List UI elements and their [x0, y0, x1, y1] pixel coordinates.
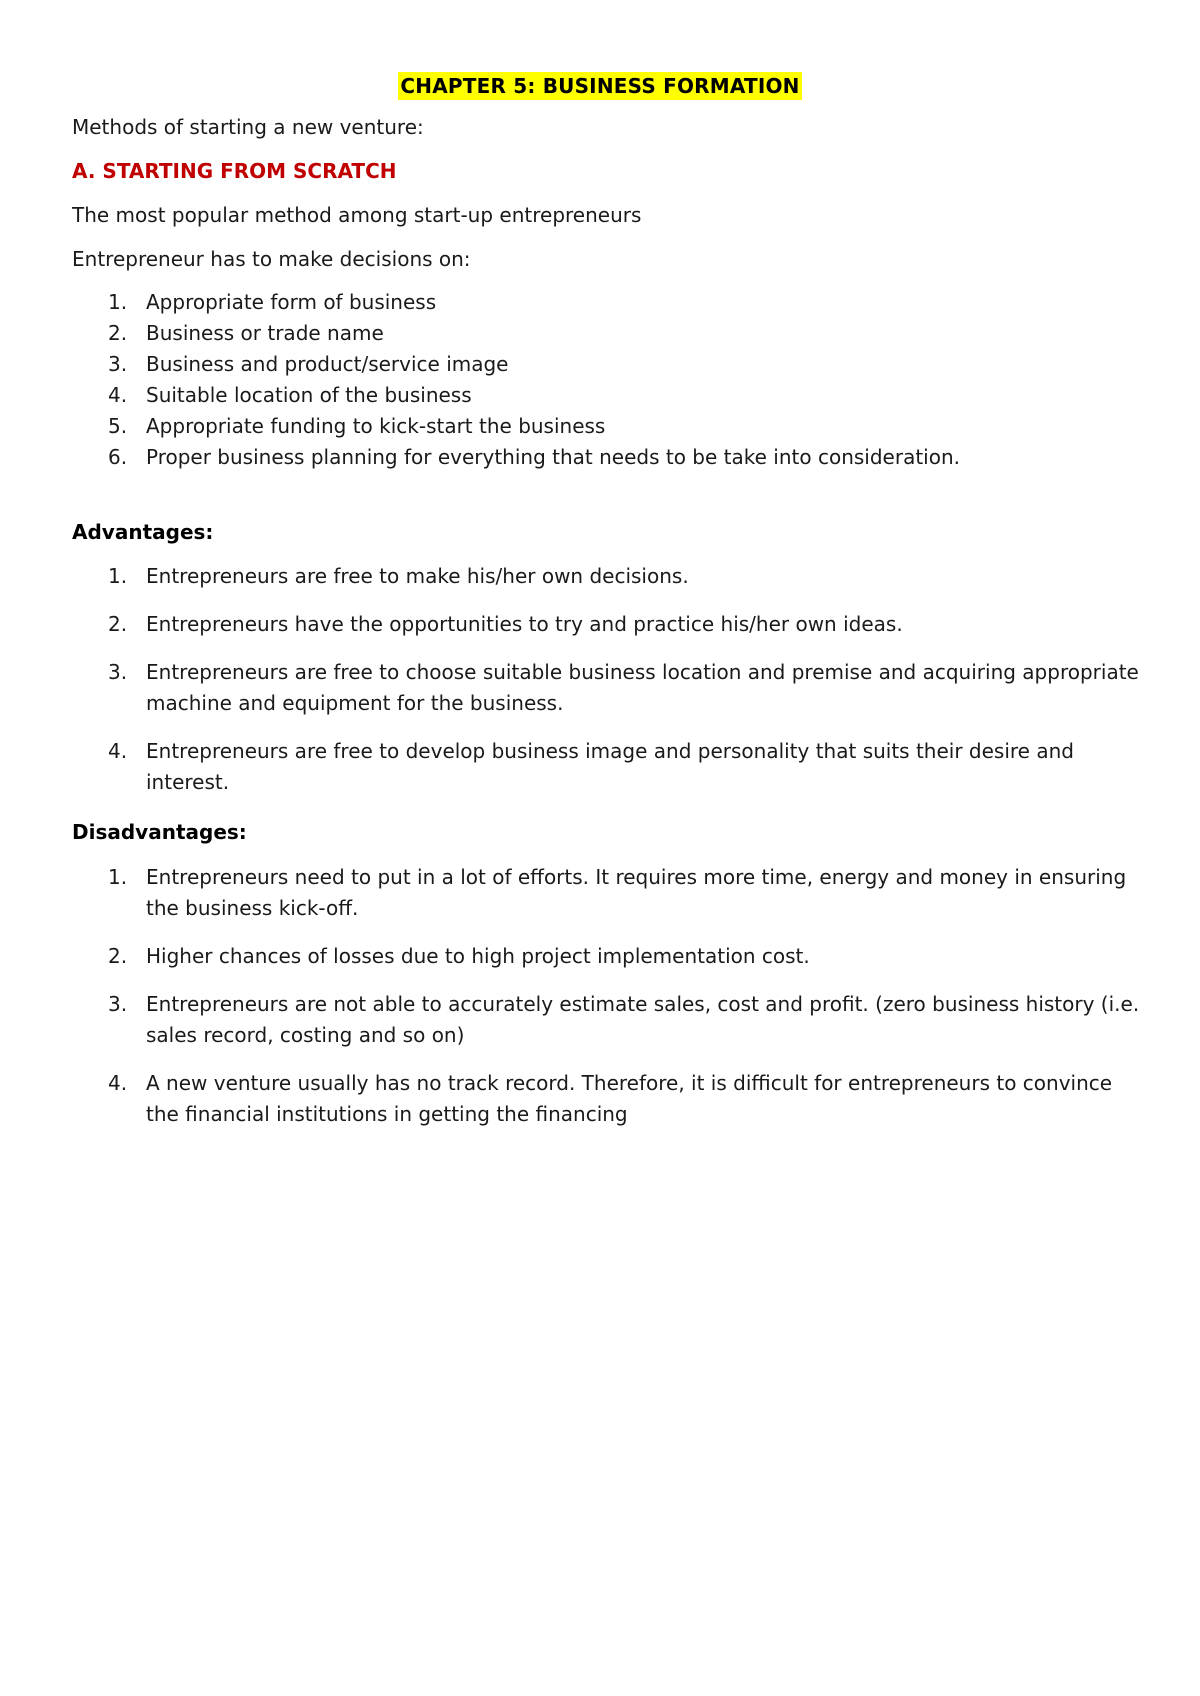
list-item-text: Entrepreneurs are free to develop business image and personality that suits their desire and interest. — [146, 739, 1074, 794]
list-number: 3. — [108, 992, 128, 1016]
section-a-description: The most popular method among start-up entrepreneurs — [72, 203, 642, 227]
list-number: 1. — [108, 564, 128, 588]
list-item — [0, 1068, 1146, 1130]
disadvantages-heading: Disadvantages: — [72, 820, 247, 844]
list-item-text: Suitable location of the business — [146, 383, 472, 407]
list-item — [0, 657, 1146, 719]
list-number: 2. — [108, 944, 128, 968]
list-number: 3. — [108, 352, 128, 376]
disadvantages-list — [0, 862, 1146, 1147]
list-item — [0, 989, 1146, 1051]
list-item — [0, 561, 1146, 592]
advantages-heading: Advantages: — [72, 520, 214, 544]
title-wrap — [0, 72, 1200, 100]
list-number: 4. — [108, 739, 128, 763]
list-item-text: Entrepreneurs are not able to accurately estimate sales, cost and profit. (zero business history (i.e. sales record, costing and so on) — [146, 992, 1140, 1047]
chapter-title: CHAPTER 5: BUSINESS FORMATION — [400, 74, 800, 98]
list-item — [0, 380, 1146, 411]
list-item-text: Higher chances of losses due to high project implementation cost. — [146, 944, 810, 968]
list-item-text: Appropriate funding to kick-start the business — [146, 414, 606, 438]
list-item-text: Business and product/service image — [146, 352, 509, 376]
list-item — [0, 736, 1146, 798]
section-a-heading: A. STARTING FROM SCRATCH — [72, 159, 397, 183]
list-item — [0, 411, 1146, 442]
list-number: 2. — [108, 321, 128, 345]
intro-text: Methods of starting a new venture: — [72, 115, 424, 139]
list-item — [0, 941, 1146, 972]
list-item-text: Entrepreneurs have the opportunities to try and practice his/her own ideas. — [146, 612, 903, 636]
list-number: 6. — [108, 445, 128, 469]
decisions-lead: Entrepreneur has to make decisions on: — [72, 247, 471, 271]
list-item-text: Entrepreneurs need to put in a lot of efforts. It requires more time, energy and money in ensuring the business kick-off. — [146, 865, 1127, 920]
list-item-text: A new venture usually has no track record. Therefore, it is difficult for entrepreneurs to convince the financial institutions in getting the financing — [146, 1071, 1113, 1126]
list-item — [0, 318, 1146, 349]
list-item — [0, 442, 1146, 473]
list-number: 1. — [108, 865, 128, 889]
list-item — [0, 349, 1146, 380]
list-item-text: Proper business planning for everything that needs to be take into consideration. — [146, 445, 960, 469]
list-number: 1. — [108, 290, 128, 314]
list-item — [0, 862, 1146, 924]
list-number: 2. — [108, 612, 128, 636]
list-item-text: Entrepreneurs are free to make his/her own decisions. — [146, 564, 689, 588]
list-item — [0, 287, 1146, 318]
list-item-text: Business or trade name — [146, 321, 384, 345]
advantages-list — [0, 561, 1146, 815]
list-number: 3. — [108, 660, 128, 684]
list-number: 4. — [108, 1071, 128, 1095]
list-item — [0, 609, 1146, 640]
list-number: 4. — [108, 383, 128, 407]
list-item-text: Entrepreneurs are free to choose suitable business location and premise and acquiring appropriate machine and equipment for the business. — [146, 660, 1139, 715]
list-number: 5. — [108, 414, 128, 438]
decisions-list — [0, 287, 1146, 473]
list-item-text: Appropriate form of business — [146, 290, 437, 314]
